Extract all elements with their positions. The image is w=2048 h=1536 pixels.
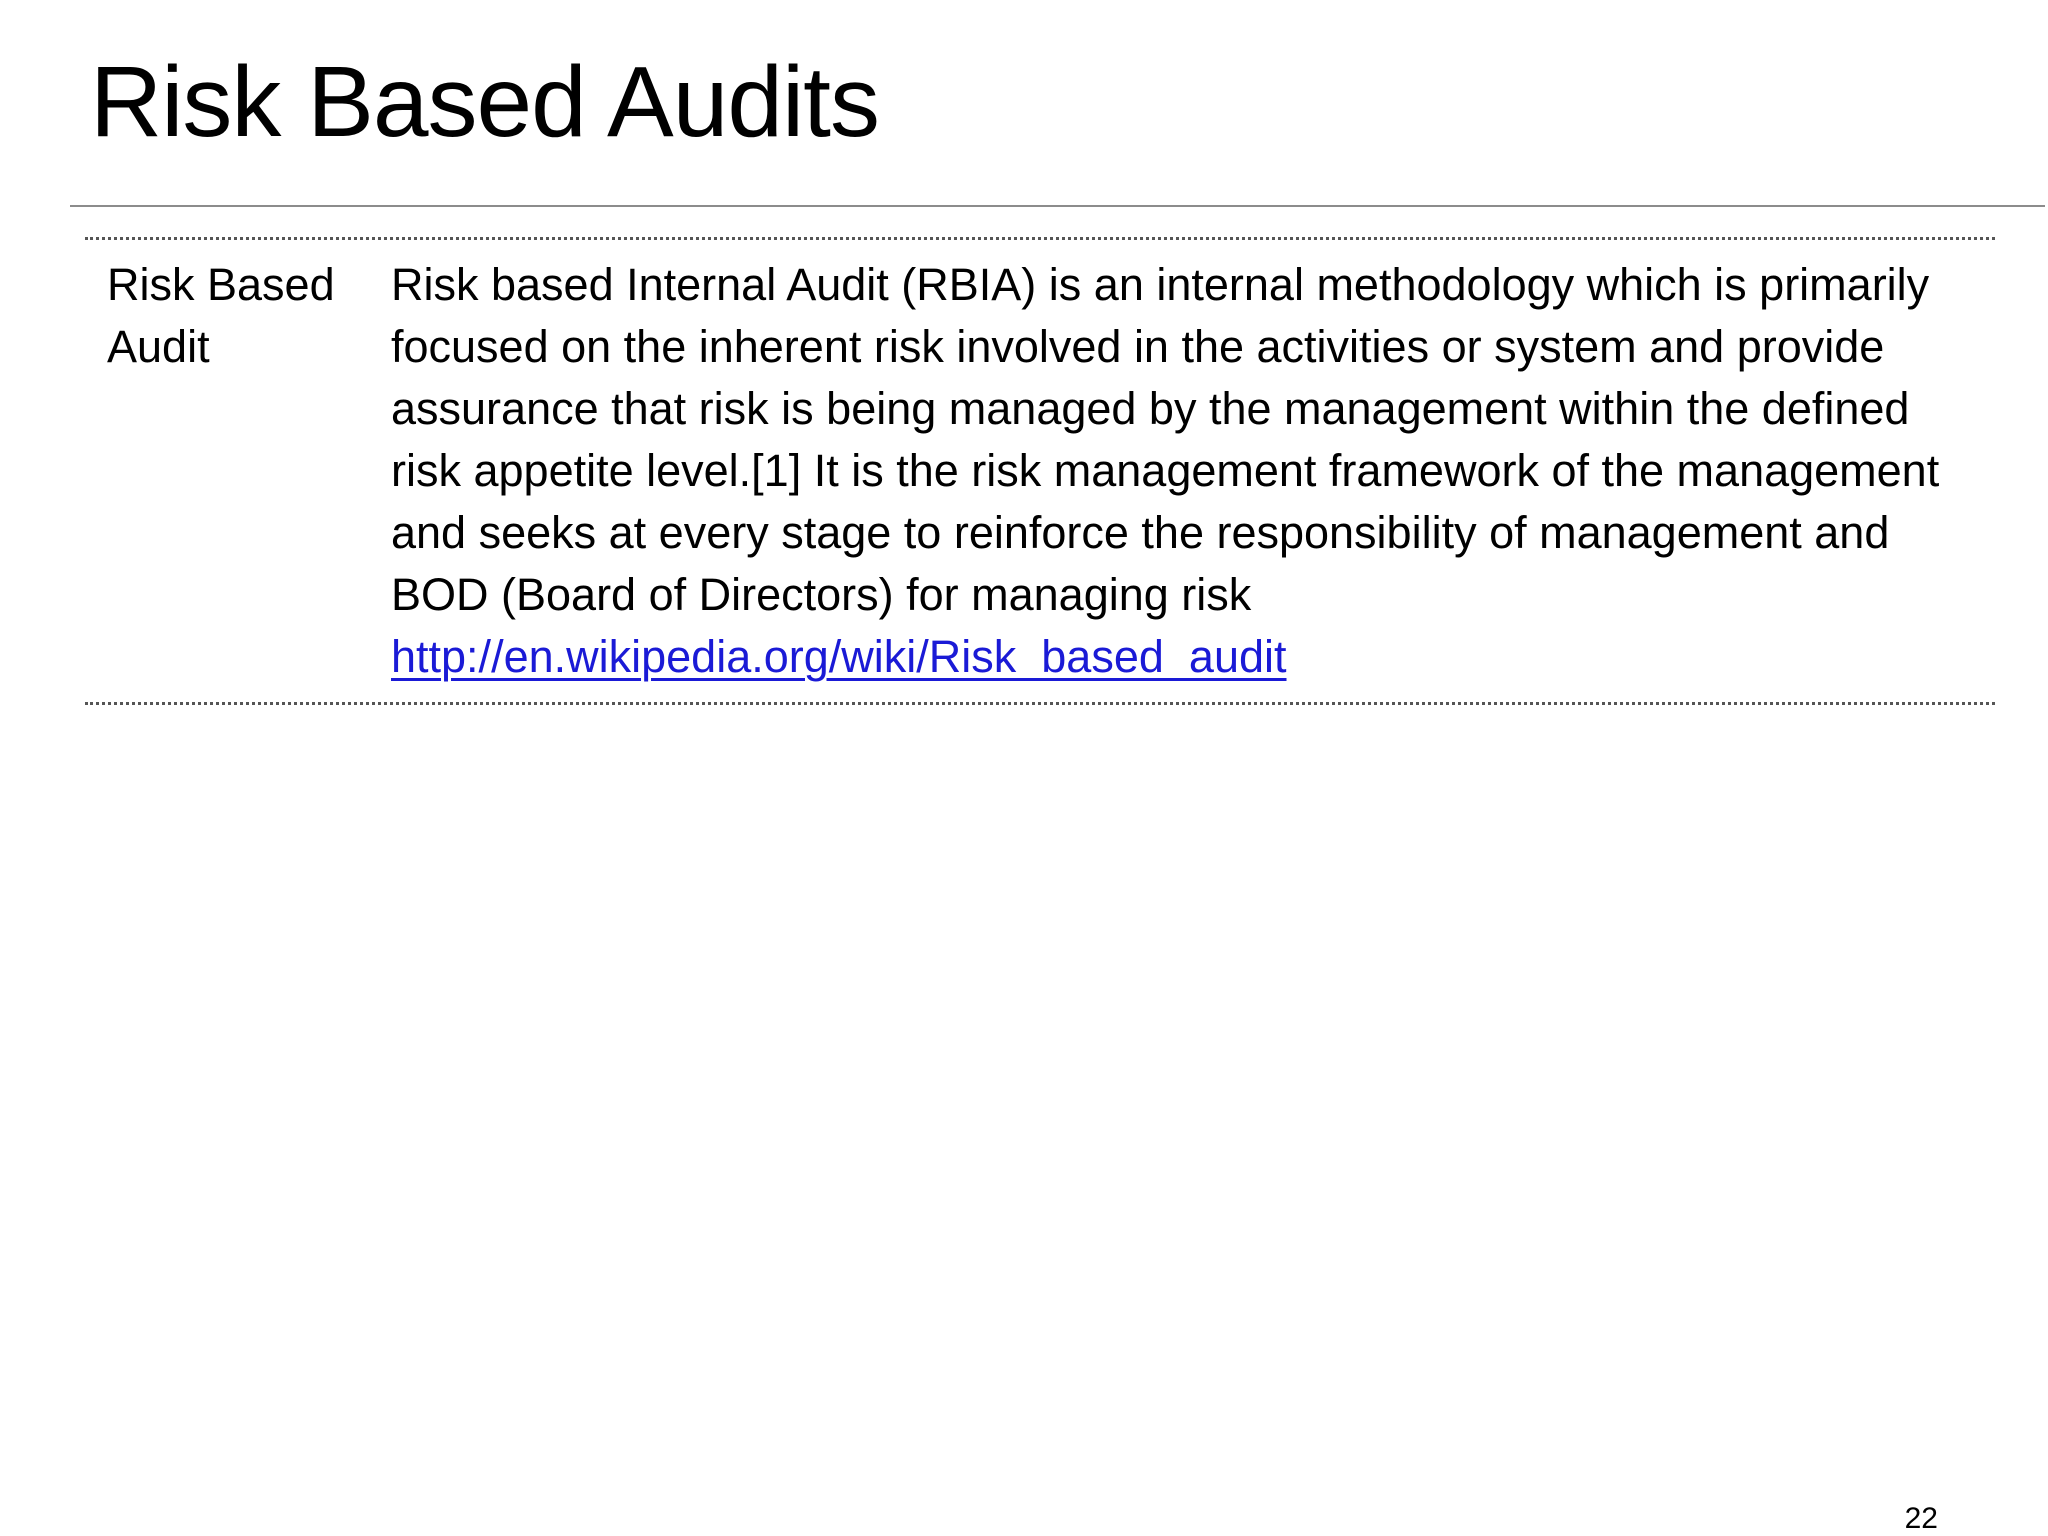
definition-body <box>391 254 1991 688</box>
page-number: 22 <box>1904 1502 1938 1535</box>
definition-table <box>85 237 1995 705</box>
title-divider <box>70 205 2045 207</box>
slide-title: Risk Based Audits <box>90 46 879 158</box>
definition-text: Risk based Internal Audit (RBIA) is an internal methodology which is primarily focused on the inherent risk involved in the activities or system and provide assurance that risk is being managed by the management within the defined risk appetite level.[1] It is the risk management framework of the management and seeks at every stage to reinforce the responsibility of management and BOD (Board of Directors) for managing risk <box>391 259 1940 620</box>
definition-term: Risk Based Audit <box>107 259 335 372</box>
wikipedia-link[interactable]: http://en.wikipedia.org/wiki/Risk_based_audit <box>391 631 1287 682</box>
